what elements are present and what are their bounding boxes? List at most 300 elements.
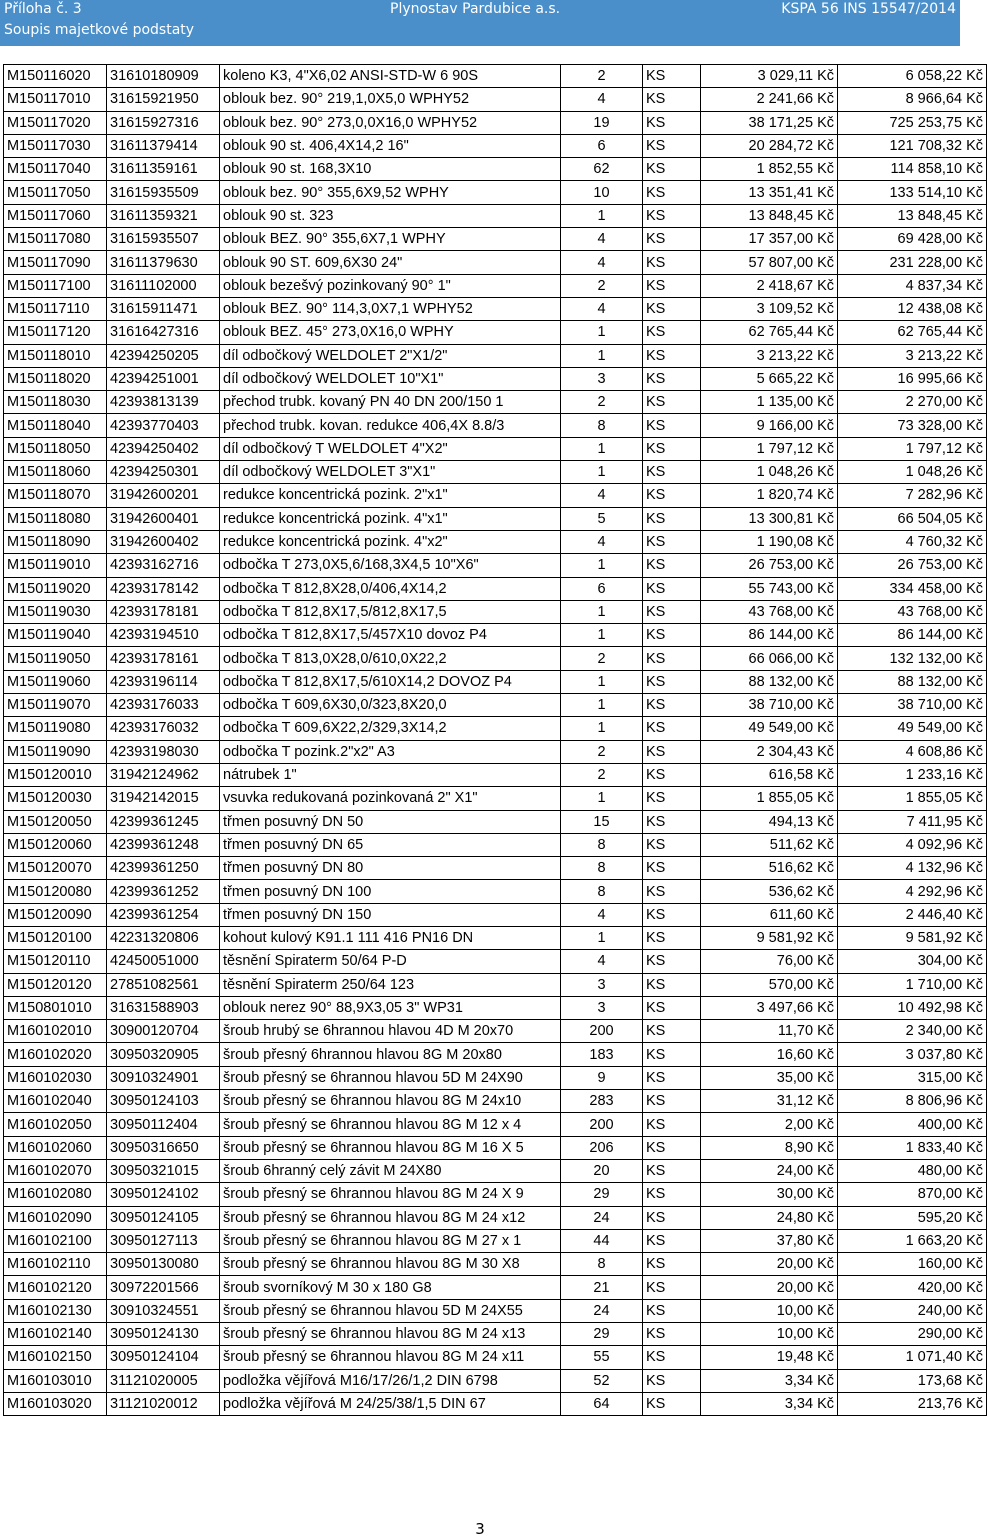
unit-price-cell: 88 132,00 Kč: [701, 670, 838, 693]
item-name-cell: díl odbočkový WELDOLET 2"X1/2": [220, 344, 561, 367]
item-id-cell: M150118050: [4, 437, 107, 460]
table-row: [4, 437, 987, 460]
unit-cell: KS: [643, 950, 701, 973]
total-price-cell: 121 708,32 Kč: [838, 134, 987, 157]
table-row: [4, 414, 987, 437]
unit-cell: KS: [643, 297, 701, 320]
unit-cell: KS: [643, 181, 701, 204]
unit-cell: KS: [643, 530, 701, 553]
total-price-cell: 420,00 Kč: [838, 1276, 987, 1299]
table-row: [4, 228, 987, 251]
unit-price-cell: 30,00 Kč: [701, 1183, 838, 1206]
table-row: [4, 461, 987, 484]
unit-price-cell: 13 351,41 Kč: [701, 181, 838, 204]
unit-cell: KS: [643, 926, 701, 949]
unit-cell: KS: [643, 1323, 701, 1346]
quantity-cell: 2: [561, 65, 643, 88]
item-code-cell: 30950124104: [107, 1346, 220, 1369]
total-price-cell: 1 710,00 Kč: [838, 973, 987, 996]
item-name-cell: šroub přesný se 6hrannou hlavou 8G M 24 x13: [220, 1323, 561, 1346]
total-price-cell: 725 253,75 Kč: [838, 111, 987, 134]
quantity-cell: 4: [561, 297, 643, 320]
total-price-cell: 26 753,00 Kč: [838, 554, 987, 577]
unit-price-cell: 1 048,26 Kč: [701, 461, 838, 484]
item-code-cell: 31615935509: [107, 181, 220, 204]
item-id-cell: M160102060: [4, 1136, 107, 1159]
total-price-cell: 4 608,86 Kč: [838, 740, 987, 763]
table-row: [4, 1159, 987, 1182]
item-name-cell: třmen posuvný DN 50: [220, 810, 561, 833]
item-name-cell: vsuvka redukovaná pozinkovaná 2" X1": [220, 787, 561, 810]
quantity-cell: 8: [561, 1253, 643, 1276]
table-row: [4, 880, 987, 903]
unit-cell: KS: [643, 134, 701, 157]
item-id-cell: M150118090: [4, 530, 107, 553]
item-name-cell: přechod trubk. kovaný PN 40 DN 200/150 1: [220, 391, 561, 414]
table-row: [4, 694, 987, 717]
quantity-cell: 55: [561, 1346, 643, 1369]
unit-price-cell: 3,34 Kč: [701, 1392, 838, 1415]
item-name-cell: oblouk 90 st. 323: [220, 204, 561, 227]
unit-price-cell: 35,00 Kč: [701, 1066, 838, 1089]
item-name-cell: odbočka T 812,8X17,5/812,8X17,5: [220, 600, 561, 623]
table-row: [4, 391, 987, 414]
company-name: Plynostav Pardubice a.s.: [390, 1, 561, 17]
item-id-cell: M160102040: [4, 1090, 107, 1113]
quantity-cell: 64: [561, 1392, 643, 1415]
unit-price-cell: 5 665,22 Kč: [701, 367, 838, 390]
item-name-cell: podložka vějířová M 24/25/38/1,5 DIN 67: [220, 1392, 561, 1415]
total-price-cell: 1 048,26 Kč: [838, 461, 987, 484]
item-id-cell: M150118060: [4, 461, 107, 484]
unit-price-cell: 66 066,00 Kč: [701, 647, 838, 670]
asset-table: [3, 64, 987, 1416]
table-row: [4, 367, 987, 390]
item-name-cell: podložka vějířová M16/17/26/1,2 DIN 6798: [220, 1369, 561, 1392]
item-code-cell: 31942124962: [107, 763, 220, 786]
item-code-cell: 30950124130: [107, 1323, 220, 1346]
quantity-cell: 4: [561, 950, 643, 973]
item-id-cell: M150118070: [4, 484, 107, 507]
table-row: [4, 717, 987, 740]
item-id-cell: M160103010: [4, 1369, 107, 1392]
unit-cell: KS: [643, 228, 701, 251]
quantity-cell: 3: [561, 996, 643, 1019]
total-price-cell: 1 071,40 Kč: [838, 1346, 987, 1369]
total-price-cell: 4 760,32 Kč: [838, 530, 987, 553]
unit-cell: KS: [643, 1113, 701, 1136]
item-id-cell: M150120110: [4, 950, 107, 973]
item-name-cell: oblouk bezešvý pozinkovaný 90° 1": [220, 274, 561, 297]
item-code-cell: 30950316650: [107, 1136, 220, 1159]
item-id-cell: M160102110: [4, 1253, 107, 1276]
item-name-cell: odbočka T 812,8X17,5/457X10 dovoz P4: [220, 624, 561, 647]
total-price-cell: 73 328,00 Kč: [838, 414, 987, 437]
item-name-cell: redukce koncentrická pozink. 4"x1": [220, 507, 561, 530]
unit-cell: KS: [643, 344, 701, 367]
item-code-cell: 31942142015: [107, 787, 220, 810]
total-price-cell: 2 340,00 Kč: [838, 1020, 987, 1043]
item-code-cell: 31615927316: [107, 111, 220, 134]
item-name-cell: šroub přesný se 6hrannou hlavou 8G M 12 x 4: [220, 1113, 561, 1136]
total-price-cell: 8 966,64 Kč: [838, 88, 987, 111]
item-id-cell: M150120090: [4, 903, 107, 926]
total-price-cell: 6 058,22 Kč: [838, 65, 987, 88]
quantity-cell: 52: [561, 1369, 643, 1392]
unit-price-cell: 16,60 Kč: [701, 1043, 838, 1066]
total-price-cell: 38 710,00 Kč: [838, 694, 987, 717]
quantity-cell: 2: [561, 647, 643, 670]
total-price-cell: 1 797,12 Kč: [838, 437, 987, 460]
document-title: Soupis majetkové podstaty: [4, 22, 195, 38]
item-code-cell: 31611359321: [107, 204, 220, 227]
unit-price-cell: 13 848,45 Kč: [701, 204, 838, 227]
item-id-cell: M150117100: [4, 274, 107, 297]
item-code-cell: 42393178161: [107, 647, 220, 670]
item-name-cell: díl odbočkový WELDOLET 10"X1": [220, 367, 561, 390]
unit-price-cell: 76,00 Kč: [701, 950, 838, 973]
item-code-cell: 42394250205: [107, 344, 220, 367]
item-code-cell: 31615921950: [107, 88, 220, 111]
item-id-cell: M150117020: [4, 111, 107, 134]
total-price-cell: 4 837,34 Kč: [838, 274, 987, 297]
item-code-cell: 42393176032: [107, 717, 220, 740]
total-price-cell: 10 492,98 Kč: [838, 996, 987, 1019]
item-name-cell: oblouk nerez 90° 88,9X3,05 3" WP31: [220, 996, 561, 1019]
item-code-cell: 30900120704: [107, 1020, 220, 1043]
unit-cell: KS: [643, 996, 701, 1019]
quantity-cell: 8: [561, 880, 643, 903]
item-name-cell: oblouk bez. 90° 273,0,0X16,0 WPHY52: [220, 111, 561, 134]
quantity-cell: 1: [561, 787, 643, 810]
table-row: [4, 65, 987, 88]
item-id-cell: M150119060: [4, 670, 107, 693]
total-price-cell: 3 037,80 Kč: [838, 1043, 987, 1066]
quantity-cell: 206: [561, 1136, 643, 1159]
item-code-cell: 31631588903: [107, 996, 220, 1019]
item-id-cell: M150118030: [4, 391, 107, 414]
item-id-cell: M150117120: [4, 321, 107, 344]
item-code-cell: 31615911471: [107, 297, 220, 320]
item-name-cell: těsnění Spiraterm 250/64 123: [220, 973, 561, 996]
quantity-cell: 1: [561, 926, 643, 949]
item-name-cell: nátrubek 1": [220, 763, 561, 786]
item-id-cell: M160102070: [4, 1159, 107, 1182]
item-code-cell: 42393196114: [107, 670, 220, 693]
unit-price-cell: 19,48 Kč: [701, 1346, 838, 1369]
item-code-cell: 30972201566: [107, 1276, 220, 1299]
table-row: [4, 1299, 987, 1322]
item-code-cell: 42394250301: [107, 461, 220, 484]
item-name-cell: odbočka T 813,0X28,0/610,0X22,2: [220, 647, 561, 670]
item-id-cell: M150118080: [4, 507, 107, 530]
item-code-cell: 30910324901: [107, 1066, 220, 1089]
unit-price-cell: 494,13 Kč: [701, 810, 838, 833]
table-row: [4, 1229, 987, 1252]
item-id-cell: M150120120: [4, 973, 107, 996]
unit-price-cell: 9 166,00 Kč: [701, 414, 838, 437]
unit-price-cell: 516,62 Kč: [701, 857, 838, 880]
item-code-cell: 31942600402: [107, 530, 220, 553]
table-row: [4, 158, 987, 181]
quantity-cell: 62: [561, 158, 643, 181]
table-row: [4, 1183, 987, 1206]
unit-price-cell: 26 753,00 Kč: [701, 554, 838, 577]
table-row: [4, 624, 987, 647]
unit-price-cell: 20,00 Kč: [701, 1253, 838, 1276]
table-row: [4, 321, 987, 344]
table-row: [4, 670, 987, 693]
item-name-cell: oblouk BEZ. 90° 114,3,0X7,1 WPHY52: [220, 297, 561, 320]
item-code-cell: 30950124105: [107, 1206, 220, 1229]
item-name-cell: díl odbočkový WELDOLET 3"X1": [220, 461, 561, 484]
unit-cell: KS: [643, 1229, 701, 1252]
item-code-cell: 30950127113: [107, 1229, 220, 1252]
item-name-cell: odbočka T 812,8X28,0/406,4X14,2: [220, 577, 561, 600]
total-price-cell: 88 132,00 Kč: [838, 670, 987, 693]
unit-price-cell: 1 190,08 Kč: [701, 530, 838, 553]
total-price-cell: 86 144,00 Kč: [838, 624, 987, 647]
item-name-cell: šroub přesný se 6hrannou hlavou 8G M 24 X 9: [220, 1183, 561, 1206]
total-price-cell: 49 549,00 Kč: [838, 717, 987, 740]
quantity-cell: 2: [561, 740, 643, 763]
unit-price-cell: 13 300,81 Kč: [701, 507, 838, 530]
item-id-cell: M150119070: [4, 694, 107, 717]
table-row: [4, 530, 987, 553]
item-id-cell: M160102120: [4, 1276, 107, 1299]
quantity-cell: 200: [561, 1113, 643, 1136]
item-code-cell: 30950124103: [107, 1090, 220, 1113]
item-id-cell: M150119010: [4, 554, 107, 577]
item-id-cell: M150118010: [4, 344, 107, 367]
total-price-cell: 870,00 Kč: [838, 1183, 987, 1206]
unit-price-cell: 1 855,05 Kč: [701, 787, 838, 810]
unit-price-cell: 611,60 Kč: [701, 903, 838, 926]
table-row: [4, 1090, 987, 1113]
table-row: [4, 1020, 987, 1043]
quantity-cell: 1: [561, 461, 643, 484]
item-code-cell: 42394250402: [107, 437, 220, 460]
total-price-cell: 132 132,00 Kč: [838, 647, 987, 670]
table-row: [4, 1113, 987, 1136]
item-id-cell: M150119040: [4, 624, 107, 647]
item-id-cell: M150120080: [4, 880, 107, 903]
item-id-cell: M150117050: [4, 181, 107, 204]
item-code-cell: 42393198030: [107, 740, 220, 763]
item-code-cell: 42393770403: [107, 414, 220, 437]
unit-price-cell: 20 284,72 Kč: [701, 134, 838, 157]
quantity-cell: 15: [561, 810, 643, 833]
item-code-cell: 30950320905: [107, 1043, 220, 1066]
unit-price-cell: 3,34 Kč: [701, 1369, 838, 1392]
unit-price-cell: 57 807,00 Kč: [701, 251, 838, 274]
item-name-cell: oblouk BEZ. 45° 273,0X16,0 WPHY: [220, 321, 561, 344]
item-id-cell: M150120010: [4, 763, 107, 786]
unit-cell: KS: [643, 973, 701, 996]
item-code-cell: 30950321015: [107, 1159, 220, 1182]
unit-cell: KS: [643, 1136, 701, 1159]
unit-cell: KS: [643, 1066, 701, 1089]
item-name-cell: díl odbočkový T WELDOLET 4"X2": [220, 437, 561, 460]
table-row: [4, 926, 987, 949]
unit-price-cell: 3 029,11 Kč: [701, 65, 838, 88]
unit-cell: KS: [643, 65, 701, 88]
quantity-cell: 19: [561, 111, 643, 134]
quantity-cell: 1: [561, 554, 643, 577]
table-row: [4, 1043, 987, 1066]
quantity-cell: 9: [561, 1066, 643, 1089]
item-id-cell: M150117080: [4, 228, 107, 251]
total-price-cell: 13 848,45 Kč: [838, 204, 987, 227]
table-row: [4, 740, 987, 763]
unit-cell: KS: [643, 833, 701, 856]
total-price-cell: 133 514,10 Kč: [838, 181, 987, 204]
table-row: [4, 507, 987, 530]
quantity-cell: 8: [561, 857, 643, 880]
item-id-cell: M150119090: [4, 740, 107, 763]
unit-cell: KS: [643, 507, 701, 530]
unit-cell: KS: [643, 647, 701, 670]
unit-cell: KS: [643, 1020, 701, 1043]
table-row: [4, 973, 987, 996]
item-name-cell: třmen posuvný DN 80: [220, 857, 561, 880]
item-code-cell: 31121020005: [107, 1369, 220, 1392]
table-row: [4, 111, 987, 134]
quantity-cell: 2: [561, 763, 643, 786]
unit-price-cell: 511,62 Kč: [701, 833, 838, 856]
unit-cell: KS: [643, 717, 701, 740]
item-code-cell: 31611102000: [107, 274, 220, 297]
unit-cell: KS: [643, 577, 701, 600]
item-name-cell: šroub svorníkový M 30 x 180 G8: [220, 1276, 561, 1299]
item-code-cell: 31121020012: [107, 1392, 220, 1415]
total-price-cell: 304,00 Kč: [838, 950, 987, 973]
table-row: [4, 274, 987, 297]
item-name-cell: třmen posuvný DN 150: [220, 903, 561, 926]
unit-cell: KS: [643, 903, 701, 926]
quantity-cell: 1: [561, 624, 643, 647]
total-price-cell: 43 768,00 Kč: [838, 600, 987, 623]
item-name-cell: oblouk 90 ST. 609,6X30 24": [220, 251, 561, 274]
total-price-cell: 1 663,20 Kč: [838, 1229, 987, 1252]
item-id-cell: M160102130: [4, 1299, 107, 1322]
item-name-cell: koleno K3, 4"X6,02 ANSI-STD-W 6 90S: [220, 65, 561, 88]
unit-price-cell: 8,90 Kč: [701, 1136, 838, 1159]
total-price-cell: 1 855,05 Kč: [838, 787, 987, 810]
unit-cell: KS: [643, 111, 701, 134]
item-code-cell: 42393194510: [107, 624, 220, 647]
item-name-cell: odbočka T pozink.2"x2" A3: [220, 740, 561, 763]
item-name-cell: šroub přesný se 6hrannou hlavou 8G M 30 X8: [220, 1253, 561, 1276]
unit-cell: KS: [643, 414, 701, 437]
total-price-cell: 160,00 Kč: [838, 1253, 987, 1276]
quantity-cell: 4: [561, 88, 643, 111]
quantity-cell: 24: [561, 1299, 643, 1322]
unit-cell: KS: [643, 251, 701, 274]
asset-table-body: [4, 65, 987, 1416]
quantity-cell: 29: [561, 1323, 643, 1346]
table-row: [4, 810, 987, 833]
unit-cell: KS: [643, 274, 701, 297]
item-code-cell: 30910324551: [107, 1299, 220, 1322]
total-price-cell: 114 858,10 Kč: [838, 158, 987, 181]
quantity-cell: 24: [561, 1206, 643, 1229]
item-name-cell: šroub přesný se 6hrannou hlavou 8G M 24 x12: [220, 1206, 561, 1229]
item-name-cell: šroub 6hranný celý závit M 24X80: [220, 1159, 561, 1182]
item-id-cell: M150116020: [4, 65, 107, 88]
item-name-cell: odbočka T 609,6X22,2/329,3X14,2: [220, 717, 561, 740]
total-price-cell: 315,00 Kč: [838, 1066, 987, 1089]
item-name-cell: šroub přesný se 6hrannou hlavou 8G M 24 x11: [220, 1346, 561, 1369]
unit-price-cell: 31,12 Kč: [701, 1090, 838, 1113]
item-name-cell: šroub přesný se 6hrannou hlavou 5D M 24X90: [220, 1066, 561, 1089]
unit-price-cell: 616,58 Kč: [701, 763, 838, 786]
item-name-cell: oblouk bez. 90° 219,1,0X5,0 WPHY52: [220, 88, 561, 111]
unit-cell: KS: [643, 367, 701, 390]
unit-price-cell: 2 418,67 Kč: [701, 274, 838, 297]
unit-price-cell: 86 144,00 Kč: [701, 624, 838, 647]
total-price-cell: 4 132,96 Kč: [838, 857, 987, 880]
quantity-cell: 6: [561, 577, 643, 600]
item-id-cell: M150117060: [4, 204, 107, 227]
unit-price-cell: 2 304,43 Kč: [701, 740, 838, 763]
item-code-cell: 30950130080: [107, 1253, 220, 1276]
total-price-cell: 4 092,96 Kč: [838, 833, 987, 856]
unit-cell: KS: [643, 1183, 701, 1206]
item-id-cell: M150117040: [4, 158, 107, 181]
total-price-cell: 12 438,08 Kč: [838, 297, 987, 320]
total-price-cell: 69 428,00 Kč: [838, 228, 987, 251]
quantity-cell: 1: [561, 600, 643, 623]
total-price-cell: 290,00 Kč: [838, 1323, 987, 1346]
item-name-cell: šroub hrubý se 6hrannou hlavou 4D M 20x70: [220, 1020, 561, 1043]
unit-price-cell: 10,00 Kč: [701, 1299, 838, 1322]
item-name-cell: redukce koncentrická pozink. 4"x2": [220, 530, 561, 553]
item-code-cell: 42393176033: [107, 694, 220, 717]
table-row: [4, 763, 987, 786]
table-row: [4, 88, 987, 111]
total-price-cell: 7 411,95 Kč: [838, 810, 987, 833]
total-price-cell: 480,00 Kč: [838, 1159, 987, 1182]
unit-price-cell: 24,80 Kč: [701, 1206, 838, 1229]
item-code-cell: 31611379414: [107, 134, 220, 157]
table-row: [4, 787, 987, 810]
total-price-cell: 240,00 Kč: [838, 1299, 987, 1322]
quantity-cell: 21: [561, 1276, 643, 1299]
item-code-cell: 42399361252: [107, 880, 220, 903]
total-price-cell: 3 213,22 Kč: [838, 344, 987, 367]
table-row: [4, 1206, 987, 1229]
unit-cell: KS: [643, 1206, 701, 1229]
item-id-cell: M150119080: [4, 717, 107, 740]
unit-price-cell: 24,00 Kč: [701, 1159, 838, 1182]
item-id-cell: M160102090: [4, 1206, 107, 1229]
unit-cell: KS: [643, 624, 701, 647]
unit-cell: KS: [643, 1043, 701, 1066]
unit-cell: KS: [643, 1159, 701, 1182]
item-id-cell: M150117030: [4, 134, 107, 157]
item-code-cell: 31610180909: [107, 65, 220, 88]
table-row: [4, 297, 987, 320]
item-code-cell: 42399361250: [107, 857, 220, 880]
item-code-cell: 42450051000: [107, 950, 220, 973]
item-id-cell: M160102020: [4, 1043, 107, 1066]
quantity-cell: 2: [561, 391, 643, 414]
item-code-cell: 30950124102: [107, 1183, 220, 1206]
quantity-cell: 1: [561, 204, 643, 227]
table-row: [4, 857, 987, 880]
unit-cell: KS: [643, 880, 701, 903]
